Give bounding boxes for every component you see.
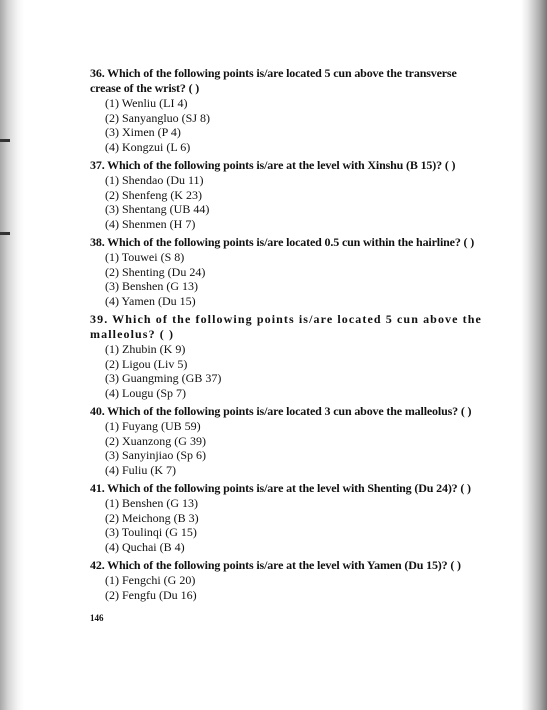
option-item: (2) Fengfu (Du 16) bbox=[105, 587, 197, 602]
option-list bbox=[90, 496, 490, 554]
option-item: (4) Quchai (B 4) bbox=[105, 539, 185, 554]
question-40 bbox=[90, 404, 490, 477]
option-item: (2) Sanyangluo (SJ 8) bbox=[105, 110, 210, 125]
option-list bbox=[90, 96, 490, 154]
option-item: (1) Shendao (Du 11) bbox=[105, 173, 204, 187]
option-item: (4) Yamen (Du 15) bbox=[105, 293, 196, 308]
question-38 bbox=[90, 235, 490, 308]
question-list bbox=[90, 66, 490, 606]
question-37 bbox=[90, 158, 490, 231]
option-item: (3) Sanyinjiao (Sp 6) bbox=[105, 448, 206, 462]
scan-mark bbox=[0, 139, 10, 142]
option-item: (3) Ximen (P 4) bbox=[105, 125, 181, 139]
question-39 bbox=[90, 312, 490, 400]
option-item: (2) Shenting (Du 24) bbox=[105, 264, 206, 279]
option-item: (1) Touwei (S 8) bbox=[105, 250, 185, 264]
option-item: (4) Shenmen (H 7) bbox=[105, 216, 196, 231]
question-text: 37. Which of the following points is/are at the level with Xinshu (B 15)? ( ) bbox=[90, 158, 456, 172]
question-text: 39. Which of the following points is/are located 5 cun above the malleolus? ( ) bbox=[90, 312, 482, 341]
question-text: 42. Which of the following points is/are at the level with Yamen (Du 15)? ( ) bbox=[90, 558, 461, 572]
option-list bbox=[90, 419, 490, 477]
question-text: 36. Which of the following points is/are located 5 cun above the transverse crease of the wrist? ( ) bbox=[90, 66, 457, 95]
option-list bbox=[90, 573, 490, 602]
option-item: (1) Benshen (G 13) bbox=[105, 496, 198, 510]
option-item: (4) Lougu (Sp 7) bbox=[105, 385, 186, 400]
option-item: (1) Zhubin (K 9) bbox=[105, 342, 186, 356]
question-42 bbox=[90, 558, 490, 602]
option-item: (1) Fengchi (G 20) bbox=[105, 573, 196, 587]
option-item: (4) Kongzui (L 6) bbox=[105, 139, 191, 154]
question-text: 41. Which of the following points is/are at the level with Shenting (Du 24)? ( ) bbox=[90, 481, 471, 495]
option-item: (2) Shenfeng (K 23) bbox=[105, 187, 202, 202]
scan-edge-left bbox=[0, 0, 24, 710]
option-item: (1) Fuyang (UB 59) bbox=[105, 419, 201, 433]
question-text: 40. Which of the following points is/are located 3 cun above the malleolus? ( ) bbox=[90, 404, 472, 418]
option-item: (3) Shentang (UB 44) bbox=[105, 202, 210, 216]
option-list bbox=[90, 342, 490, 400]
option-item: (1) Wenliu (LI 4) bbox=[105, 96, 188, 110]
question-41 bbox=[90, 481, 490, 554]
option-item: (2) Ligou (Liv 5) bbox=[105, 356, 188, 371]
option-item: (3) Benshen (G 13) bbox=[105, 279, 198, 293]
scan-edge-right bbox=[521, 0, 547, 710]
question-text: 38. Which of the following points is/are located 0.5 cun within the hairline? ( ) bbox=[90, 235, 475, 249]
option-item: (3) Guangming (GB 37) bbox=[105, 371, 222, 385]
option-list bbox=[90, 250, 490, 308]
scan-mark bbox=[0, 232, 10, 235]
option-item: (2) Xuanzong (G 39) bbox=[105, 433, 206, 448]
option-list bbox=[90, 173, 490, 231]
option-item: (4) Fuliu (K 7) bbox=[105, 462, 176, 477]
option-item: (3) Toulinqi (G 15) bbox=[105, 525, 197, 539]
page-number: 146 bbox=[90, 613, 104, 623]
question-36 bbox=[90, 66, 490, 154]
option-item: (2) Meichong (B 3) bbox=[105, 510, 199, 525]
